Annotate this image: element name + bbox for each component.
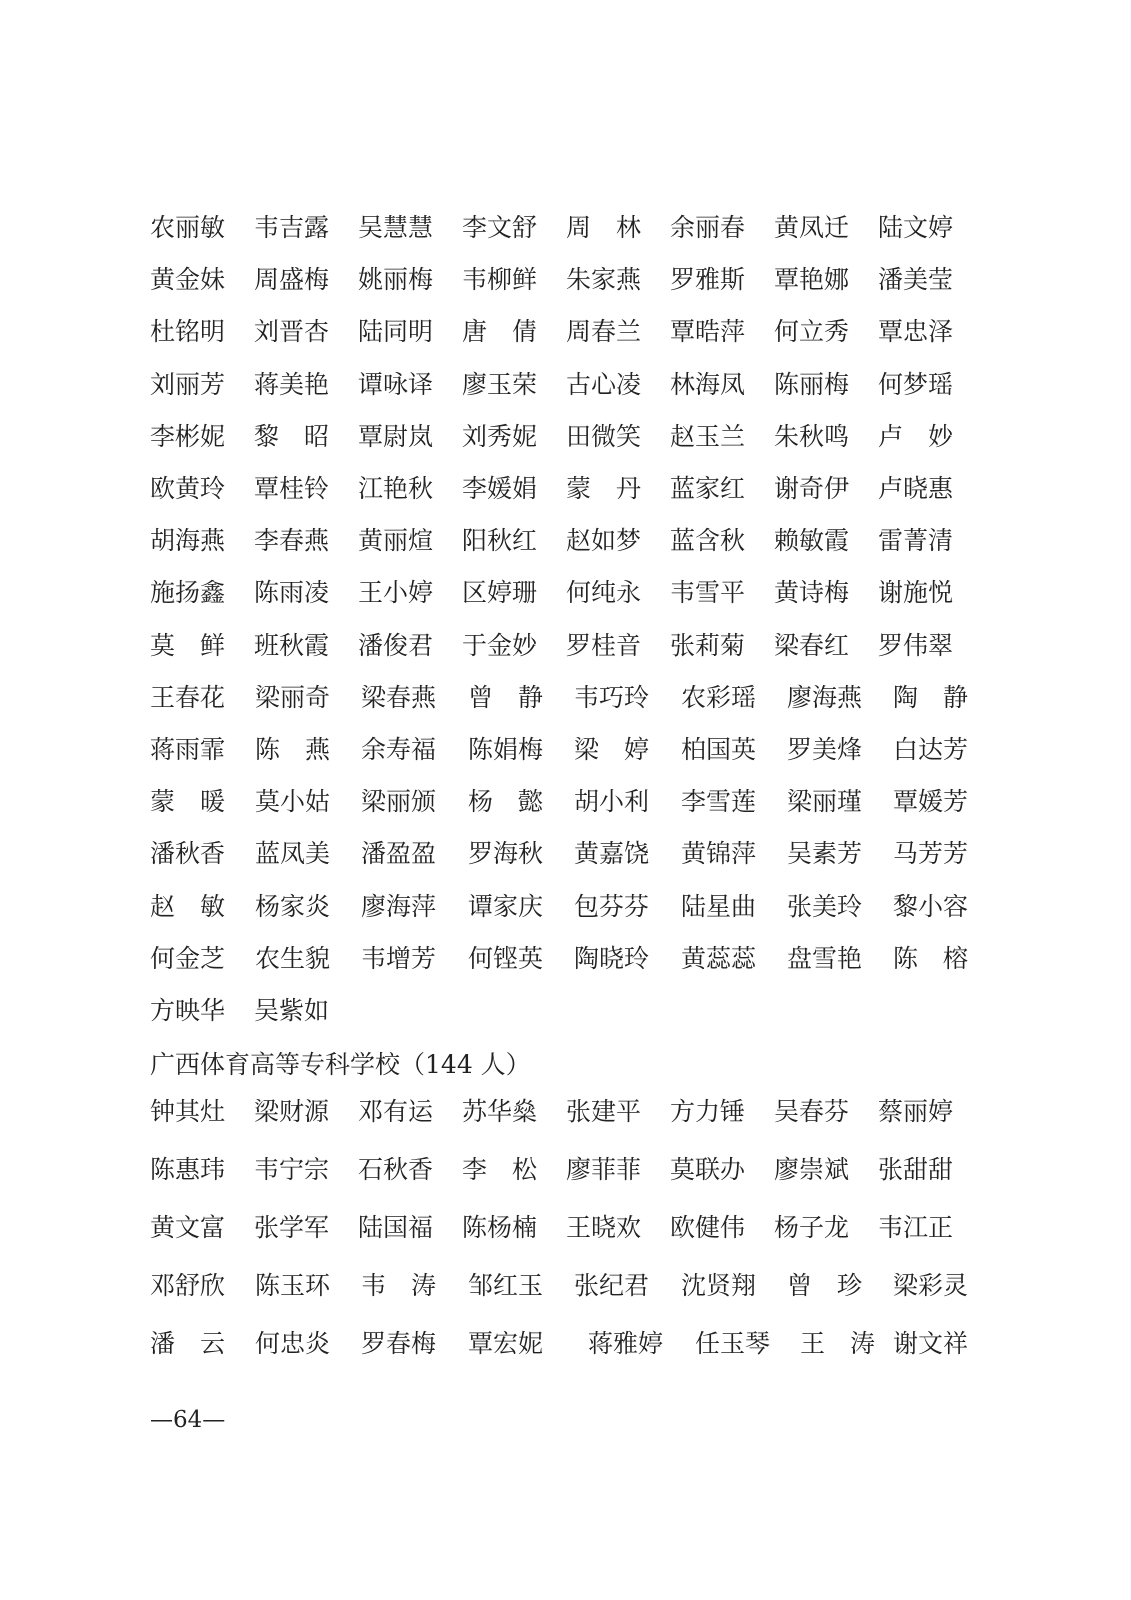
person-name: 陈 榕 bbox=[893, 943, 969, 973]
person-name: 黄金妹 bbox=[150, 265, 226, 295]
person-name: 苏华燊 bbox=[462, 1097, 538, 1126]
person-name: 廖海燕 bbox=[787, 682, 863, 712]
person-name: 韦增芳 bbox=[361, 943, 437, 973]
person-name: 吴紫如 bbox=[254, 996, 330, 1025]
person-name: 周盛梅 bbox=[254, 265, 330, 295]
person-name: 欧黄玲 bbox=[150, 474, 226, 503]
person-name: 陆星曲 bbox=[681, 891, 757, 921]
person-name: 李 松 bbox=[462, 1155, 538, 1184]
person-name: 陈丽梅 bbox=[774, 369, 850, 399]
person-name: 周 林 bbox=[566, 213, 642, 242]
person-name: 邓有运 bbox=[358, 1097, 434, 1126]
person-name: 包芬芬 bbox=[574, 891, 650, 921]
name-row bbox=[150, 1150, 990, 1190]
person-name: 李媛娟 bbox=[462, 474, 538, 503]
person-name: 廖崇斌 bbox=[774, 1155, 850, 1184]
person-name: 阳秋红 bbox=[462, 526, 538, 556]
person-name: 黄诗梅 bbox=[774, 578, 850, 608]
person-name: 何纯永 bbox=[566, 578, 642, 608]
person-name: 梁丽颁 bbox=[361, 787, 437, 817]
name-row bbox=[150, 260, 990, 300]
person-name: 廖玉荣 bbox=[462, 369, 538, 399]
person-name: 陆文婷 bbox=[878, 213, 954, 242]
person-name: 王 涛 bbox=[800, 1329, 876, 1358]
person-name: 黄凤迁 bbox=[774, 213, 850, 242]
person-name: 周春兰 bbox=[566, 317, 642, 347]
person-name: 蒙 丹 bbox=[566, 474, 642, 503]
person-name: 邹红玉 bbox=[468, 1271, 544, 1300]
person-name: 李文舒 bbox=[462, 213, 538, 242]
person-name: 唐 倩 bbox=[462, 317, 538, 347]
person-name: 罗春梅 bbox=[361, 1329, 437, 1358]
person-name: 胡小利 bbox=[574, 787, 650, 817]
person-name: 沈贤翔 bbox=[681, 1271, 757, 1300]
person-name: 胡海燕 bbox=[150, 526, 226, 556]
person-name: 梁春红 bbox=[774, 630, 850, 660]
person-name: 赵玉兰 bbox=[670, 421, 746, 451]
person-name: 杜铭明 bbox=[150, 317, 226, 347]
person-name: 班秋霞 bbox=[254, 630, 330, 660]
person-name: 曾 静 bbox=[468, 682, 544, 712]
person-name: 梁丽瑾 bbox=[787, 787, 863, 817]
person-name: 陈玉环 bbox=[255, 1271, 331, 1300]
person-name: 赵如梦 bbox=[566, 526, 642, 556]
person-name: 潘盈盈 bbox=[361, 839, 437, 869]
person-name: 黎小容 bbox=[893, 891, 969, 921]
person-name: 王晓欢 bbox=[566, 1213, 642, 1242]
person-name: 吴春芬 bbox=[774, 1097, 850, 1126]
person-name: 覃宏妮 bbox=[468, 1329, 544, 1358]
person-name: 吴素芳 bbox=[787, 839, 863, 869]
name-row bbox=[150, 573, 990, 613]
person-name: 余寿福 bbox=[361, 735, 437, 764]
person-name: 李彬妮 bbox=[150, 421, 226, 451]
name-row bbox=[150, 312, 990, 352]
name-row bbox=[150, 1092, 990, 1132]
person-name: 陆国福 bbox=[358, 1213, 434, 1242]
person-name: 于金妙 bbox=[462, 630, 538, 660]
person-name: 黄蕊蕊 bbox=[681, 943, 757, 973]
person-name: 罗美烽 bbox=[787, 735, 863, 764]
person-name: 覃艳娜 bbox=[774, 265, 850, 295]
name-row bbox=[150, 1324, 990, 1364]
person-name: 杨家炎 bbox=[255, 891, 331, 921]
school-heading: 广西体育高等专科学校（144 人） bbox=[150, 1050, 531, 1079]
person-name: 黎 昭 bbox=[254, 421, 330, 451]
name-row bbox=[150, 678, 990, 718]
person-name: 刘丽芳 bbox=[150, 369, 226, 399]
person-name: 张学军 bbox=[254, 1213, 330, 1242]
person-name: 陶晓玲 bbox=[574, 943, 650, 973]
person-name: 任玉琴 bbox=[695, 1329, 771, 1358]
person-name: 潘秋香 bbox=[150, 839, 226, 869]
person-name: 农丽敏 bbox=[150, 213, 226, 242]
person-name: 农彩瑶 bbox=[681, 682, 757, 712]
person-name: 蓝家红 bbox=[670, 474, 746, 503]
person-name: 韦宁宗 bbox=[254, 1155, 330, 1184]
person-name: 韦江正 bbox=[878, 1213, 954, 1242]
person-name: 江艳秋 bbox=[358, 474, 434, 503]
person-name: 何梦瑶 bbox=[878, 369, 954, 399]
person-name: 陈雨凌 bbox=[254, 578, 330, 608]
person-name: 赖敏霞 bbox=[774, 526, 850, 556]
person-name: 陈杨楠 bbox=[462, 1213, 538, 1242]
person-name: 谢施悦 bbox=[878, 578, 954, 608]
person-name: 陶 静 bbox=[893, 682, 969, 712]
person-name: 王小婷 bbox=[358, 578, 434, 608]
person-name: 蒋雅婷 bbox=[588, 1329, 664, 1358]
name-row bbox=[150, 365, 990, 405]
person-name: 潘俊君 bbox=[358, 630, 434, 660]
person-name: 黄文富 bbox=[150, 1213, 226, 1242]
person-name: 蓝凤美 bbox=[255, 839, 331, 869]
person-name: 覃尉岚 bbox=[358, 421, 434, 451]
person-name: 何忠炎 bbox=[255, 1329, 331, 1358]
person-name: 钟其灶 bbox=[150, 1097, 226, 1126]
name-row bbox=[150, 626, 990, 666]
person-name: 邓舒欣 bbox=[150, 1271, 226, 1300]
person-name: 卢晓惠 bbox=[878, 474, 954, 503]
person-name: 韦吉露 bbox=[254, 213, 330, 242]
person-name: 罗桂音 bbox=[566, 630, 642, 660]
person-name: 罗伟翠 bbox=[878, 630, 954, 660]
person-name: 蒙 暖 bbox=[150, 787, 226, 817]
person-name: 韦柳鲜 bbox=[462, 265, 538, 295]
person-name: 莫小姑 bbox=[255, 787, 331, 817]
person-name: 韦 涛 bbox=[361, 1271, 437, 1300]
name-row bbox=[150, 417, 990, 457]
person-name: 陆同明 bbox=[358, 317, 434, 347]
person-name: 朱家燕 bbox=[566, 265, 642, 295]
person-name: 蔡丽婷 bbox=[878, 1097, 954, 1126]
person-name: 罗雅斯 bbox=[670, 265, 746, 295]
person-name: 韦雪平 bbox=[670, 578, 746, 608]
name-row bbox=[150, 1266, 990, 1306]
person-name: 方映华 bbox=[150, 996, 226, 1025]
person-name: 覃忠泽 bbox=[878, 317, 954, 347]
person-name: 韦巧玲 bbox=[574, 682, 650, 712]
person-name: 莫联办 bbox=[670, 1155, 746, 1184]
person-name: 柏国英 bbox=[681, 735, 757, 764]
person-name: 赵 敏 bbox=[150, 891, 226, 921]
person-name: 石秋香 bbox=[358, 1155, 434, 1184]
person-name: 谢奇伊 bbox=[774, 474, 850, 503]
person-name: 梁彩灵 bbox=[893, 1271, 969, 1300]
person-name: 莫 鲜 bbox=[150, 630, 226, 660]
person-name: 张甜甜 bbox=[878, 1155, 954, 1184]
person-name: 王春花 bbox=[150, 682, 226, 712]
person-name: 谭咏译 bbox=[358, 369, 434, 399]
person-name: 余丽春 bbox=[670, 213, 746, 242]
person-name: 施扬鑫 bbox=[150, 578, 226, 608]
person-name: 陈 燕 bbox=[255, 735, 331, 764]
person-name: 蒋雨霏 bbox=[150, 735, 226, 764]
person-name: 马芳芳 bbox=[893, 839, 969, 869]
name-row bbox=[150, 208, 990, 248]
page-number: —64— bbox=[150, 1407, 226, 1433]
person-name: 何金芝 bbox=[150, 943, 226, 973]
person-name: 张莉菊 bbox=[670, 630, 746, 660]
person-name: 覃晧萍 bbox=[670, 317, 746, 347]
person-name: 杨子龙 bbox=[774, 1213, 850, 1242]
name-row bbox=[150, 1208, 990, 1248]
person-name: 古心凌 bbox=[566, 369, 642, 399]
person-name: 陈娟梅 bbox=[468, 735, 544, 764]
person-name: 盘雪艳 bbox=[787, 943, 863, 973]
person-name: 曾 珍 bbox=[787, 1271, 863, 1300]
name-row bbox=[150, 521, 990, 561]
person-name: 罗海秋 bbox=[468, 839, 544, 869]
name-row bbox=[150, 782, 990, 822]
person-name: 方力锤 bbox=[670, 1097, 746, 1126]
person-name: 梁财源 bbox=[254, 1097, 330, 1126]
person-name: 梁春燕 bbox=[361, 682, 437, 712]
person-name: 蒋美艳 bbox=[254, 369, 330, 399]
person-name: 何立秀 bbox=[774, 317, 850, 347]
person-name: 黄嘉饶 bbox=[574, 839, 650, 869]
person-name: 白达芳 bbox=[893, 735, 969, 764]
person-name: 刘秀妮 bbox=[462, 421, 538, 451]
person-name: 李春燕 bbox=[254, 526, 330, 556]
person-name: 姚丽梅 bbox=[358, 265, 434, 295]
person-name: 田微笑 bbox=[566, 421, 642, 451]
person-name: 张美玲 bbox=[787, 891, 863, 921]
person-name: 卢 妙 bbox=[878, 421, 954, 451]
name-row bbox=[150, 991, 990, 1031]
person-name: 刘晋杏 bbox=[254, 317, 330, 347]
person-name: 区婷珊 bbox=[462, 578, 538, 608]
person-name: 欧健伟 bbox=[670, 1213, 746, 1242]
person-name: 潘 云 bbox=[150, 1329, 226, 1358]
person-name: 黄丽煊 bbox=[358, 526, 434, 556]
person-name: 何铿英 bbox=[468, 943, 544, 973]
person-name: 廖海萍 bbox=[361, 891, 437, 921]
person-name: 李雪莲 bbox=[681, 787, 757, 817]
person-name: 林海凤 bbox=[670, 369, 746, 399]
person-name: 覃桂铃 bbox=[254, 474, 330, 503]
person-name: 吴慧慧 bbox=[358, 213, 434, 242]
person-name: 农生貌 bbox=[255, 943, 331, 973]
person-name: 张建平 bbox=[566, 1097, 642, 1126]
person-name: 潘美莹 bbox=[878, 265, 954, 295]
person-name: 梁 婷 bbox=[574, 735, 650, 764]
person-name: 杨 懿 bbox=[468, 787, 544, 817]
person-name: 梁丽奇 bbox=[255, 682, 331, 712]
person-name: 陈惠玮 bbox=[150, 1155, 226, 1184]
person-name: 廖菲菲 bbox=[566, 1155, 642, 1184]
name-row bbox=[150, 469, 990, 509]
person-name: 谭家庆 bbox=[468, 891, 544, 921]
person-name: 朱秋鸣 bbox=[774, 421, 850, 451]
name-row bbox=[150, 834, 990, 874]
person-name: 谢文祥 bbox=[893, 1329, 969, 1358]
person-name: 蓝含秋 bbox=[670, 526, 746, 556]
name-row bbox=[150, 730, 990, 770]
person-name: 黄锦萍 bbox=[681, 839, 757, 869]
person-name: 雷菁清 bbox=[878, 526, 954, 556]
name-row bbox=[150, 939, 990, 979]
person-name: 张纪君 bbox=[574, 1271, 650, 1300]
person-name: 覃媛芳 bbox=[893, 787, 969, 817]
name-row bbox=[150, 887, 990, 927]
